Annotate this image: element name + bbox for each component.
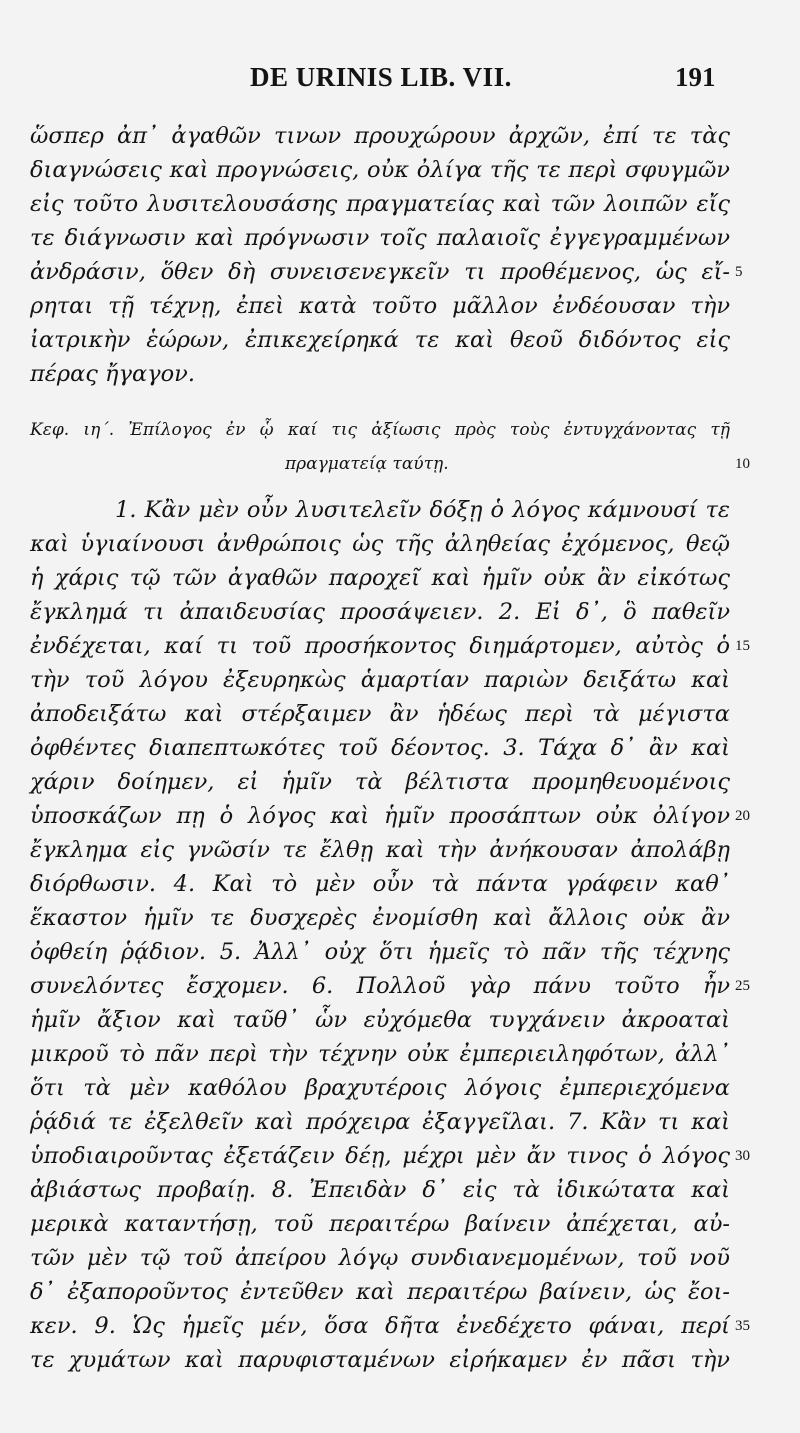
text-line: δ᾽ ἐξαποροῦντος ἐντεῦθεν καὶ περαιτέρω βαίνειν, ὡς ἔοι- [30,1279,730,1305]
chapter-heading: Κεφ. ιη΄. Ἐπίλογος ἐν ᾧ καί τις ἀξίωσις πρὸς τοὺς ἐντυγχάνοντας τῇ [30,420,730,440]
text-line: μερικὰ καταντήσῃ, τοῦ περαιτέρω βαίνειν ἀπέχεται, αὐ- [30,1211,730,1237]
line-number: 15 [735,638,750,654]
page-number: 191 [675,62,716,92]
text-line: ἡ χάρις τῷ τῶν ἀγαθῶν παροχεῖ καὶ ἡμῖν οὐκ ἂν εἰκότως [30,565,730,591]
text-line: μικροῦ τὸ πᾶν περὶ τὴν τέχνην οὐκ ἐμπεριειληφότων, ἀλλ᾽ [30,1041,730,1067]
line-number: 30 [735,1148,750,1164]
text-line: 1. Κἂν μὲν οὖν λυσιτελεῖν δόξῃ ὁ λόγος κάμνουσί τε [115,497,730,523]
text-line: ἔγκλημα εἰς γνῶσίν τε ἔλθῃ καὶ τὴν ἀνήκουσαν ἀπολάβῃ [30,837,730,863]
text-line: ὅτι τὰ μὲν καθόλου βραχυτέροις λόγοις ἐμπεριεχόμενα [30,1075,730,1101]
text-line: ἀβιάστως προβαίῃ. 8. Ἐπειδὰν δ᾽ εἰς τὰ ἰδικώτατα καὶ [30,1177,730,1203]
chapter-heading-continued: πραγματείᾳ ταύτῃ. [285,454,449,474]
text-line: ὥσπερ ἀπ᾽ ἀγαθῶν τινων προυχώρουν ἀρχῶν, ἐπί τε τὰς [30,123,730,149]
text-line: ἀνδράσιν, ὅθεν δὴ συνεισενεγκεῖν τι προθέμενος, ὡς εἴ- [30,259,730,285]
text-line: ὑποσκάζων πῃ ὁ λόγος καὶ ἡμῖν προσάπτων οὐκ ὀλίγον [30,803,730,829]
text-line: τε διάγνωσιν καὶ πρόγνωσιν τοῖς παλαιοῖς ἐγγεγραμμένων [30,225,730,251]
text-line: διόρθωσιν. 4. Καὶ τὸ μὲν οὖν τὰ πάντα γράφειν καθ᾽ [30,871,730,897]
text-line: ὑποδιαιροῦντας ἐξετάζειν δέῃ, μέχρι μὲν ἄν τινος ὁ λόγος [30,1143,730,1169]
line-number: 25 [735,978,750,994]
text-line: ῥᾴδιά τε ἐξελθεῖν καὶ πρόχειρα ἐξαγγεῖλαι. 7. Κἂν τι καὶ [30,1109,730,1135]
running-title: DE URINIS LIB. VII. [250,62,512,92]
line-number: 5 [735,264,743,280]
text-line: ὀφθέντες διαπεπτωκότες τοῦ δέοντος. 3. Τάχα δ᾽ ἂν καὶ [30,735,730,761]
text-line: εἰς τοῦτο λυσιτελουσάσης πραγματείας καὶ τῶν λοιπῶν εἴς [30,191,730,217]
line-number: 35 [735,1318,750,1334]
text-line: ἀποδειξάτω καὶ στέρξαιμεν ἂν ἡδέως περὶ τὰ μέγιστα [30,701,730,727]
text-line: ἡμῖν ἄξιον καὶ ταῦθ᾽ ὧν εὐχόμεθα τυγχάνειν ἀκροαταὶ [30,1007,730,1033]
text-line: συνελόντες ἔσχομεν. 6. Πολλοῦ γὰρ πάνυ τοῦτο ἦν [30,973,730,999]
text-line: πέρας ἤγαγον. [30,361,195,387]
text-line: κεν. 9. Ὡς ἡμεῖς μέν, ὅσα δῆτα ἐνεδέχετο φάναι, περί [30,1313,730,1339]
text-line: τε χυμάτων καὶ παρυφισταμένων εἰρήκαμεν ἐν πᾶσι τὴν [30,1347,730,1373]
text-line: ἕκαστον ἡμῖν τε δυσχερὲς ἐνομίσθη καὶ ἄλλοις οὐκ ἂν [30,905,730,931]
text-line: καὶ ὑγιαίνουσι ἀνθρώποις ὡς τῆς ἀληθείας ἐχόμενος, θεῷ [30,531,730,557]
text-line: ὀφθείη ῥᾴδιον. 5. Ἀλλ᾽ οὐχ ὅτι ἡμεῖς τὸ πᾶν τῆς τέχνης [30,939,730,965]
text-line: τὴν τοῦ λόγου ἐξευρηκὼς ἁμαρτίαν παριὼν δειξάτω καὶ [30,667,730,693]
line-number: 10 [735,456,750,472]
text-line: χάριν δοίημεν, εἰ ἡμῖν τὰ βέλτιστα προμηθευομένοις [30,769,730,795]
text-line: ἐνδέχεται, καί τι τοῦ προσήκοντος διημάρτομεν, αὐτὸς ὁ [30,633,730,659]
text-line: ἔγκλημά τι ἀπαιδευσίας προσάψειεν. 2. Εἰ δ᾽, ὃ παθεῖν [30,599,730,625]
text-line: ἰατρικὴν ἑώρων, ἐπικεχείρηκά τε καὶ θεοῦ διδόντος εἰς [30,327,730,353]
page-header [0,60,800,104]
text-line: διαγνώσεις καὶ προγνώσεις, οὐκ ὀλίγα τῆς τε περὶ σφυγμῶν [30,157,730,183]
line-number: 20 [735,808,750,824]
text-line: τῶν μὲν τῷ τοῦ ἀπείρου λόγῳ συνδιανεμομένων, τοῦ νοῦ [30,1245,730,1271]
text-line: ρηται τῇ τέχνῃ, ἐπεὶ κατὰ τοῦτο μᾶλλον ἐνδέουσαν τὴν [30,293,730,319]
